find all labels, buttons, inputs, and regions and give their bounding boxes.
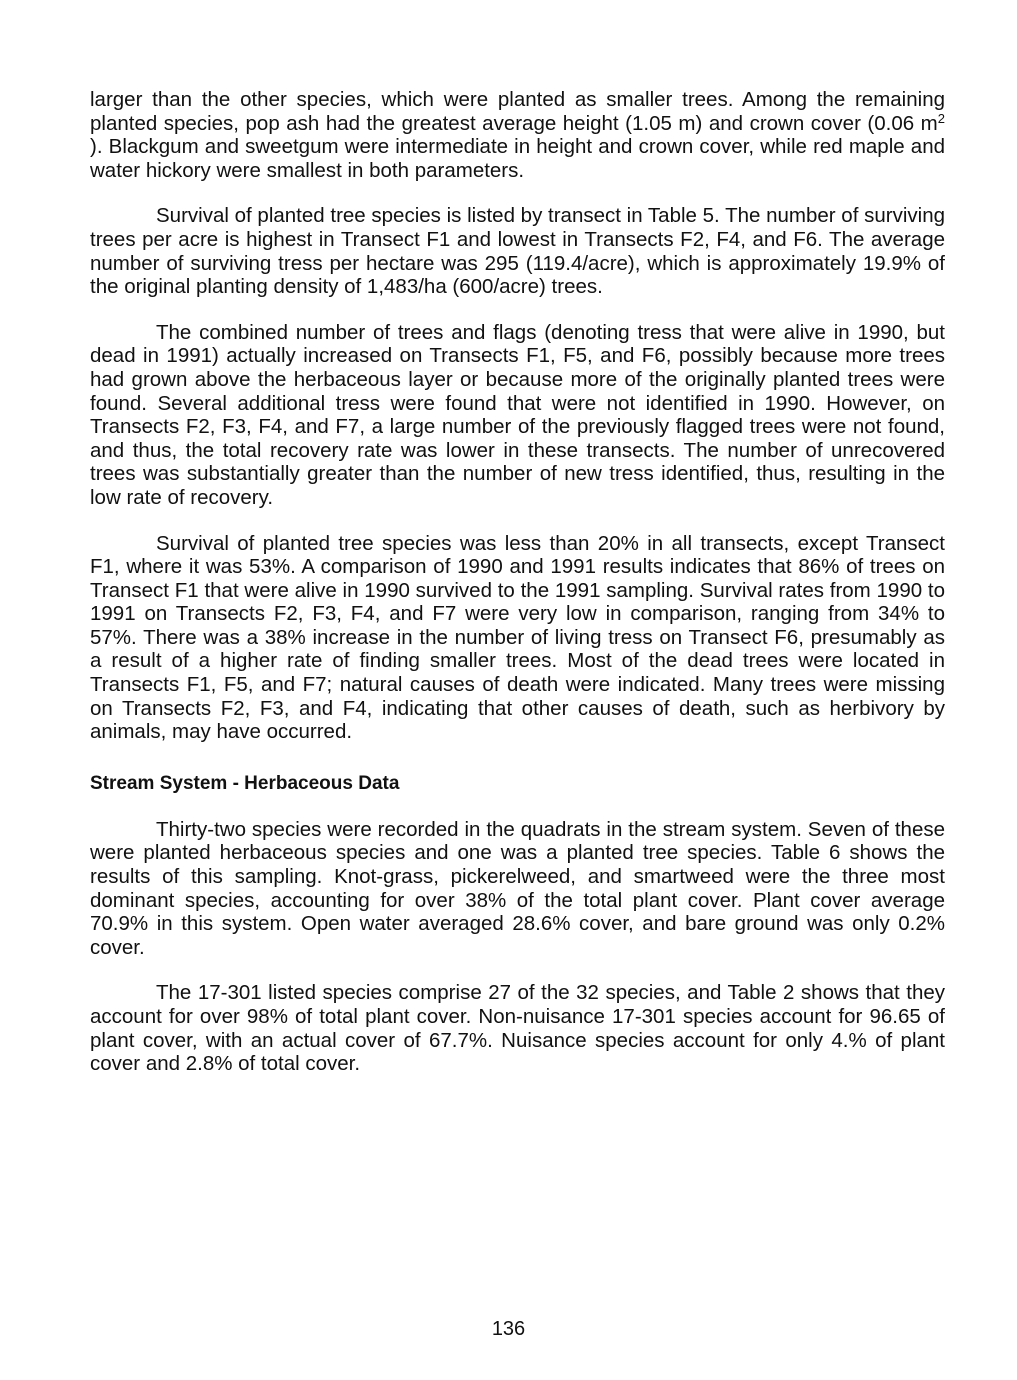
paragraph-planted-species-size <box>90 88 945 182</box>
page-number: 136 <box>491 1318 526 1340</box>
paragraph-listed-species: The 17-301 listed species comprise 27 of the 32 species, and Table 2 shows that they account for over 98% of total plant cover. Non-nuisance 17-301 species account for 96.65 of plant cover, with an actual cover of 67.7%. Nuisance species account for only 4.% of plant cover and 2.8% of total cover. <box>90 981 945 1076</box>
paragraph-text: larger than the other species, which were planted as smaller trees. Among the remaining planted species, pop ash had the greatest average height (1.05 m) and crown cover (0.06 m <box>90 88 945 135</box>
superscript: 2 <box>937 110 945 126</box>
paragraph-trees-and-flags: The combined number of trees and flags (denoting tress that were alive in 1990, but dead in 1991) actually increased on Transects F1, F5, and F6, possibly because more trees had grown above the herbaceous layer or because more of the originally planted trees were found. Several additional tress were found that were not identified in 1990. However, on Transects F2, F3, F4, and F7, a large number of the previously flagged trees were not found, and thus, the total recovery rate was lower in these transects. The number of unrecovered trees was substantially greater than the number of new tress identified, thus, resulting in the low rate of recovery. <box>90 320 945 509</box>
paragraph-herbaceous-species: Thirty-two species were recorded in the quadrats in the stream system. Seven of these were planted herbaceous species and one was a planted tree species. Table 6 shows the results of this sampling. Knot-grass, pickerelweed, and smartweed were the three most dominant species, accounting for over 38% of the total plant cover. Plant cover average 70.9% in this system. Open water averaged 28.6% cover, and bare ground was only 0.2% cover. <box>90 817 945 959</box>
paragraph-text: ). Blackgum and sweetgum were intermediate in height and crown cover, while red maple and water hickory were smallest in both parameters. <box>90 135 945 182</box>
section-heading: Stream System - Herbaceous Data <box>90 772 400 794</box>
document-page <box>90 88 945 1098</box>
paragraph-survival-rates: Survival of planted tree species was less than 20% in all transects, except Transect F1, where it was 53%. A comparison of 1990 and 1991 results indicates that 86% of trees on Transect F1 that were alive in 1990 survived to the 1991 sampling. Survival rates from 1990 to 1991 on Transects F2, F3, F4, and F7 were very low in comparison, ranging from 34% to 57%. There was a 38% increase in the number of living tress on Transect F6, presumably as a result of a higher rate of finding smaller trees. Most of the dead trees were located in Transects F1, F5, and F7; natural causes of death were indicated. Many trees were missing on Transects F2, F3, and F4, indicating that other causes of death, such as herbivory by animals, may have occurred. <box>90 531 945 744</box>
paragraph-survival-table5: Survival of planted tree species is listed by transect in Table 5. The number of surviving trees per acre is highest in Transect F1 and lowest in Transects F2, F4, and F6. The average number of surviving tress per hectare was 295 (119.4/acre), which is approximately 19.9% of the original planting density of 1,483/ha (600/acre) trees. <box>90 204 945 299</box>
